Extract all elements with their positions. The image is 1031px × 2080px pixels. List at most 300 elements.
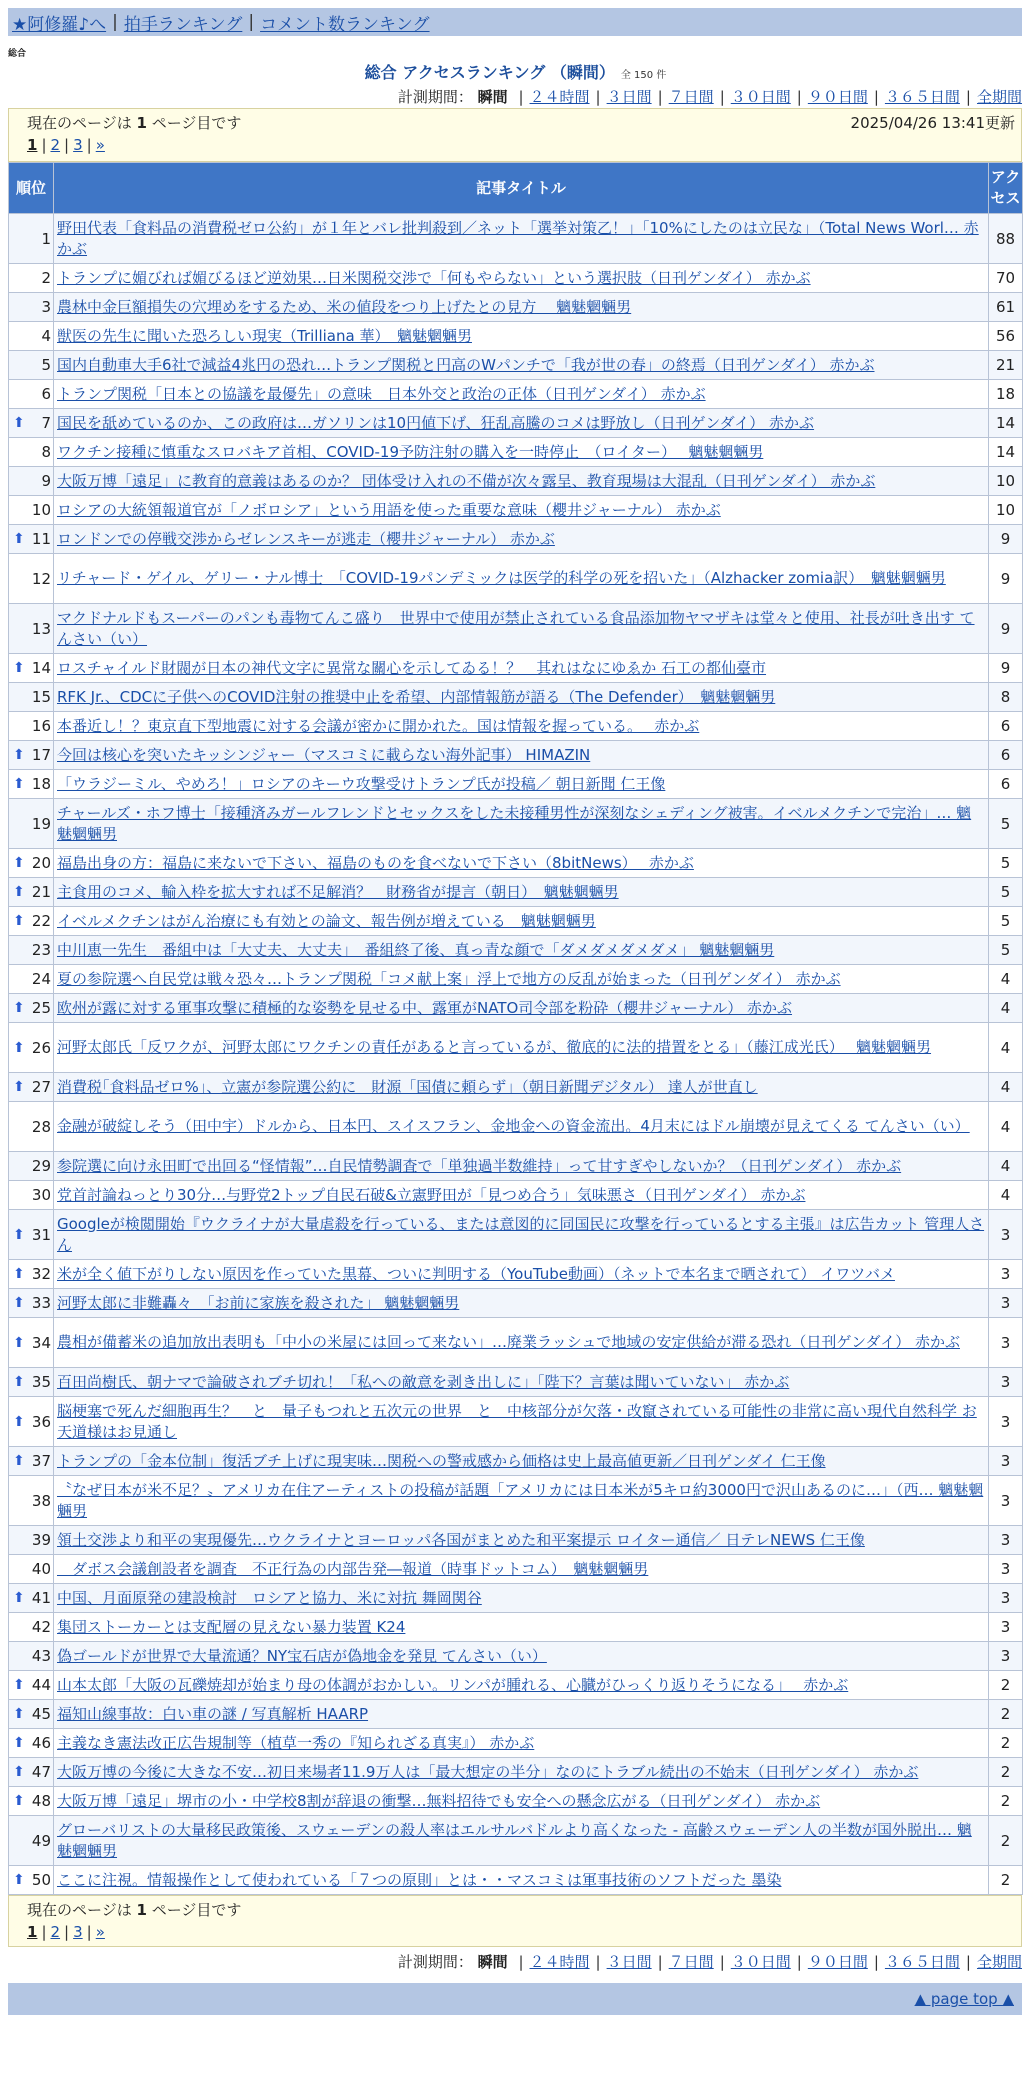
- article-title-link[interactable]: 欧州が露に対する軍事攻撃に積極的な姿勢を見せる中、露軍がNATO司令部を粉砕（櫻井ジャーナル） 赤かぶ: [57, 998, 793, 1017]
- title-cell: [54, 525, 989, 554]
- table-row: [9, 799, 1023, 849]
- access-count: 3: [989, 1476, 1023, 1526]
- pager-page-link[interactable]: 2: [50, 136, 61, 154]
- article-title-link[interactable]: 米が全く値下がりしない原因を作っていた黒幕、ついに判明する（YouTube動画）（ネットで本名まで晒されて） イワツバメ: [57, 1264, 895, 1283]
- rank-cell: [9, 1584, 54, 1613]
- rank-number: 16: [31, 717, 51, 735]
- table-row: [9, 1023, 1023, 1073]
- access-count: 2: [989, 1866, 1023, 1895]
- table-row: [9, 1642, 1023, 1671]
- up-arrow-icon: ⬆: [13, 1793, 25, 1809]
- article-title-link[interactable]: 夏の参院選へ自民党は戦々恐々…トランプ関税「コメ献上案」浮上で地方の反乱が始まった（日刊ゲンダイ） 赤かぶ: [57, 969, 841, 988]
- title-cell: [54, 1181, 989, 1210]
- title-cell: [54, 1073, 989, 1102]
- article-title-link[interactable]: 福島出身の方：福島に来ないで下さい、福島のものを食べないで下さい（8bitNews） 赤かぶ: [57, 853, 694, 872]
- article-title-link[interactable]: 福知山線事故：白い車の謎 / 写真解析 HAARP: [57, 1704, 369, 1723]
- article-title-link[interactable]: 農林中金巨額損失の穴埋めをするため、米の値段をつり上げたとの見方 魑魅魍魎男: [57, 297, 632, 316]
- table-row: [9, 1102, 1023, 1152]
- rank-cell: [9, 1181, 54, 1210]
- up-arrow-icon: ⬆: [13, 531, 25, 547]
- access-count: 3: [989, 1260, 1023, 1289]
- table-row: [9, 1260, 1023, 1289]
- access-count: 21: [989, 351, 1023, 380]
- updated-timestamp: 2025/04/26 13:41更新: [850, 114, 1015, 132]
- up-arrow-icon: ⬆: [13, 1706, 25, 1722]
- access-count: 2: [989, 1758, 1023, 1787]
- access-count: 2: [989, 1729, 1023, 1758]
- rank-number: 10: [31, 501, 51, 519]
- rank-number: 13: [31, 619, 51, 638]
- access-count: 5: [989, 849, 1023, 878]
- rank-number: 2: [41, 269, 51, 287]
- article-title-link[interactable]: トランプに媚びれば媚びるほど逆効果…日米関税交渉で「何もやらない」という選択肢（日刊ゲンダイ） 赤かぶ: [57, 268, 811, 287]
- rank-number: 44: [31, 1676, 51, 1694]
- rank-number: 30: [31, 1186, 51, 1204]
- article-title-link[interactable]: 百田尚樹氏、朝ナマで論破されブチ切れ！「私への敵意を剥き出しに」「陛下？言葉は聞いていない」 赤かぶ: [57, 1372, 790, 1391]
- pager: [27, 1923, 105, 1941]
- ranking-table: [8, 162, 1023, 1895]
- rank-cell: [9, 1260, 54, 1289]
- table-row: [9, 1181, 1023, 1210]
- pager-page-link[interactable]: 3: [73, 136, 83, 154]
- current-page-text: [27, 112, 241, 133]
- footer-bar: [8, 1983, 1022, 2015]
- article-title-link[interactable]: チャールズ・ホフ博士「接種済みガールフレンドとセックスをした未接種男性が深刻なシェディング被害。イベルメクチンで完治」… 魑魅魍魎男: [57, 803, 972, 843]
- rank-number: 49: [31, 1831, 51, 1850]
- period-separator: |: [518, 88, 524, 106]
- rank-cell: [9, 1102, 54, 1152]
- title-cell: [54, 214, 989, 264]
- period-separator: |: [657, 88, 663, 106]
- article-title-link[interactable]: リチャード・ゲイル、ゲリー・ナル博士 「COVID-19パンデミックは医学的科学の死を招いた」（Alzhacker zomia訳） 魑魅魍魎男: [57, 569, 946, 587]
- page-top-link[interactable]: ▲ page top ▲: [914, 1990, 1014, 2008]
- title-cell: [54, 1700, 989, 1729]
- rank-number: 17: [31, 746, 51, 764]
- title-cell: [54, 1816, 989, 1866]
- table-row: [9, 264, 1023, 293]
- rank-cell: [9, 654, 54, 683]
- rank-cell: [9, 1210, 54, 1260]
- article-title-link[interactable]: 本番近し！？東京直下型地震に対する会議が密かに開かれた。国は情報を握っている。 赤かぶ: [57, 716, 700, 735]
- access-count: 3: [989, 1318, 1023, 1368]
- rank-number: 31: [31, 1225, 51, 1244]
- rank-cell: [9, 214, 54, 264]
- rank-number: 8: [41, 443, 51, 461]
- pager-page-link[interactable]: 2: [50, 1923, 61, 1941]
- table-row: [9, 1073, 1023, 1102]
- page-title: [0, 60, 1031, 83]
- table-row: [9, 1289, 1023, 1318]
- article-title-link[interactable]: Googleが検閲開始『ウクライナが大量虐殺を行っている、または意図的に同国民に攻撃を行っているとする主張』は広告カット 管理人さん: [57, 1214, 985, 1254]
- rank-number: 28: [31, 1117, 51, 1136]
- article-title-link[interactable]: 国民を舐めているのか、この政府は…ガソリンは10円値下げ、狂乱高騰のコメは野放し（日刊ゲンダイ） 赤かぶ: [57, 413, 815, 432]
- up-arrow-icon: ⬆: [13, 1872, 25, 1888]
- pager-next-link[interactable]: »: [95, 1923, 105, 1941]
- article-title-link[interactable]: 中国、月面原発の建設検討 ロシアと協力、米に対抗 舞岡関谷: [57, 1588, 482, 1607]
- rank-number: 18: [31, 775, 51, 793]
- page-info-box-bottom: [8, 1895, 1022, 1947]
- title-cell: [54, 849, 989, 878]
- period-selector-bottom: [398, 1951, 1022, 1972]
- article-title-link[interactable]: 党首討論ねっとり30分…与野党2トップ自民石破&立憲野田が「見つめ合う」気味悪さ（日刊ゲンダイ） 赤かぶ: [57, 1185, 806, 1204]
- access-count: 14: [989, 409, 1023, 438]
- pager-page-link[interactable]: 3: [73, 1923, 83, 1941]
- period-link[interactable]: 全期間: [976, 88, 1022, 106]
- current-page-text: [27, 1899, 241, 1920]
- total-count: 全 150 件: [620, 70, 667, 81]
- rank-cell: [9, 322, 54, 351]
- rank-cell: [9, 1758, 54, 1787]
- rank-cell: [9, 525, 54, 554]
- title-cell: [54, 264, 989, 293]
- access-count: 3: [989, 1210, 1023, 1260]
- period-link[interactable]: ２４時間: [529, 88, 590, 106]
- article-title-link[interactable]: ロスチャイルド財閥が日本の神代文字に異常な關心を示してゐる！？ 其れはなにゆゑか 石工の都仙臺市: [57, 658, 767, 677]
- pager: [27, 136, 105, 154]
- header-count: アクセス: [989, 163, 1023, 214]
- title-cell: [54, 1476, 989, 1526]
- article-title-link[interactable]: 主食用のコメ、輸入枠を拡大すれば不足解消？ 財務省が提言（朝日） 魑魅魍魎男: [57, 882, 619, 901]
- current-page-number: 1: [136, 1901, 147, 1919]
- pager-separator: |: [64, 1923, 70, 1941]
- rank-number: 24: [31, 970, 51, 988]
- article-title-link[interactable]: 参院選に向け永田町で出回る“怪情報”…自民情勢調査で「単独過半数維持」って甘すぎやしないか？（日刊ゲンダイ） 赤かぶ: [57, 1156, 902, 1175]
- table-row: [9, 1447, 1023, 1476]
- title-cell: [54, 770, 989, 799]
- period-separator: |: [873, 1953, 879, 1971]
- title-cell: [54, 380, 989, 409]
- period-separator: |: [595, 1953, 601, 1971]
- article-title-link[interactable]: ここに注視。情報操作として使われている「７つの原則」とは・・マスコミは軍事技術のソフトだった 墨染: [57, 1870, 782, 1889]
- access-count: 70: [989, 264, 1023, 293]
- article-title-link[interactable]: グローバリストの大量移民政策後、スウェーデンの殺人率はエルサルバドルより高くなった - 高齢スウェーデン人の半数が国外脱出… 魑魅魍魎男: [57, 1820, 972, 1860]
- pager-separator: |: [86, 136, 92, 154]
- up-arrow-icon: ⬆: [13, 1735, 25, 1751]
- rank-number: 11: [31, 530, 51, 548]
- article-title-link[interactable]: 獣医の先生に聞いた恐ろしい現実（Trilliana 華） 魑魅魍魎男: [57, 326, 472, 345]
- table-row: [9, 1671, 1023, 1700]
- rank-cell: [9, 264, 54, 293]
- rank-cell: [9, 994, 54, 1023]
- article-title-link[interactable]: ダボス会議創設者を調査 不正行為の内部告発―報道（時事ドットコム） 魑魅魍魎男: [57, 1559, 649, 1578]
- title-cell: [54, 467, 989, 496]
- title-cell: [54, 965, 989, 994]
- title-cell: [54, 1102, 989, 1152]
- table-row: [9, 1866, 1023, 1895]
- title-cell: [54, 554, 989, 604]
- access-count: 6: [989, 741, 1023, 770]
- up-arrow-icon: ⬆: [13, 1590, 25, 1606]
- period-link[interactable]: ３日間: [606, 88, 652, 106]
- up-arrow-icon: ⬆: [13, 1374, 25, 1390]
- access-count: 3: [989, 1368, 1023, 1397]
- period-link[interactable]: ７日間: [668, 1953, 714, 1971]
- rank-cell: [9, 1642, 54, 1671]
- rank-number: 4: [41, 327, 51, 345]
- pager-separator: |: [41, 136, 47, 154]
- table-row: [9, 1700, 1023, 1729]
- access-count: 3: [989, 1584, 1023, 1613]
- article-title-link[interactable]: 大阪万博の今後に大きな不安…初日来場者11.9万人は「最大想定の半分」なのにトラブル続出の不始末（日刊ゲンダイ） 赤かぶ: [57, 1762, 919, 1781]
- up-arrow-icon: ⬆: [13, 913, 25, 929]
- rank-cell: [9, 1700, 54, 1729]
- period-link[interactable]: ３６５日間: [884, 88, 960, 106]
- title-cell: [54, 1210, 989, 1260]
- title-cell: [54, 604, 989, 654]
- access-count: 10: [989, 496, 1023, 525]
- rank-cell: [9, 683, 54, 712]
- title-cell: [54, 1555, 989, 1584]
- rank-cell: [9, 409, 54, 438]
- article-title-link[interactable]: 偽ゴールドが世界で大量流通？NY宝石店が偽地金を発見 てんさい（い）: [57, 1646, 547, 1665]
- nav-separator: |: [112, 12, 118, 32]
- access-count: 4: [989, 1023, 1023, 1073]
- rank-cell: [9, 1023, 54, 1073]
- table-row: [9, 1318, 1023, 1368]
- current-page-prefix: 現在のページは: [27, 114, 137, 132]
- table-row: [9, 496, 1023, 525]
- table-row: [9, 1729, 1023, 1758]
- article-title-link[interactable]: 金融が破綻しそう（田中宇）ドルから、日本円、スイスフラン、金地金への資金流出。4月末にはドル崩壊が見えてくる てんさい（い）: [57, 1117, 970, 1135]
- article-title-link[interactable]: 山本太郎「大阪の瓦礫焼却が始まり母の体調がおかしい。リンパが腫れる、心臓がひっくり返りそうになる」 赤かぶ: [57, 1675, 849, 1694]
- pager-next-link[interactable]: »: [95, 136, 105, 154]
- table-row: [9, 1787, 1023, 1816]
- rank-number: 37: [31, 1452, 51, 1470]
- table-row: [9, 878, 1023, 907]
- rank-cell: [9, 1447, 54, 1476]
- rank-number: 7: [41, 414, 51, 432]
- current-page-suffix: ページ目です: [146, 1901, 242, 1919]
- rank-number: 3: [41, 298, 51, 316]
- title-cell: [54, 654, 989, 683]
- article-title-link[interactable]: 領土交渉より和平の実現優先…ウクライナとヨーロッパ各国がまとめた和平案提示 ロイター通信／ 日テレNEWS 仁王像: [57, 1530, 865, 1549]
- access-count: 88: [989, 214, 1023, 264]
- access-count: 61: [989, 293, 1023, 322]
- access-count: 18: [989, 380, 1023, 409]
- period-separator: |: [965, 88, 971, 106]
- header-title: 記事タイトル: [54, 163, 989, 214]
- article-title-link[interactable]: 〝なぜ日本が米不足？〟アメリカ在住アーティストの投稿が話題「アメリカには日本米が5キロ約3000円で沢山あるのに…」（西… 魑魅魍魎男: [57, 1480, 984, 1520]
- table-row: [9, 1584, 1023, 1613]
- title-cell: [54, 878, 989, 907]
- table-row: [9, 1152, 1023, 1181]
- period-link[interactable]: ３０日間: [730, 1953, 791, 1971]
- article-title-link[interactable]: ロシアの大統領報道官が「ノボロシア」という用語を使った重要な意味（櫻井ジャーナル） 赤かぶ: [57, 500, 721, 519]
- home-link[interactable]: ★阿修羅♪へ: [12, 14, 107, 35]
- rank-number: 6: [41, 385, 51, 403]
- current-page-prefix: 現在のページは: [27, 1901, 137, 1919]
- period-link[interactable]: ７日間: [668, 88, 714, 106]
- period-separator: |: [657, 1953, 663, 1971]
- rank-cell: [9, 1555, 54, 1584]
- rank-number: 46: [31, 1734, 51, 1752]
- period-link[interactable]: ９０日間: [807, 1953, 868, 1971]
- rank-cell: [9, 741, 54, 770]
- article-title-link[interactable]: 国内自動車大手6社で減益4兆円の恐れ…トランプ関税と円高のWパンチで「我が世の春」の終焉（日刊ゲンダイ） 赤かぶ: [57, 355, 875, 374]
- title-cell: [54, 322, 989, 351]
- article-title-link[interactable]: 集団ストーカーとは支配層の見えない暴力装置 K24: [57, 1617, 406, 1636]
- table-row: [9, 1758, 1023, 1787]
- access-count: 3: [989, 1289, 1023, 1318]
- article-title-link[interactable]: 農相が備蓄米の追加放出表明も「中小の米屋には回って来ない」…廃業ラッシュで地域の安定供給が滞る恐れ（日刊ゲンダイ） 赤かぶ: [57, 1333, 960, 1351]
- period-link[interactable]: 全期間: [976, 1953, 1022, 1971]
- rank-number: 14: [31, 659, 51, 677]
- period-link[interactable]: ９０日間: [807, 88, 868, 106]
- rank-number: 21: [31, 883, 51, 901]
- table-row: [9, 438, 1023, 467]
- period-links: [512, 88, 1022, 106]
- article-title-link[interactable]: 消費税｢食料品ゼロ%｣、立憲が参院選公約に 財源「国債に頼らず」（朝日新聞デジタル） 達人が世直し: [57, 1077, 758, 1096]
- page-info-box-top: [8, 108, 1022, 162]
- title-cell: [54, 293, 989, 322]
- rank-number: 42: [31, 1618, 51, 1636]
- access-count: 9: [989, 554, 1023, 604]
- article-title-link[interactable]: トランプの「金本位制」復活ブチ上げに現実味…関税への警戒感から価格は史上最高値更新／日刊ゲンダイ 仁王像: [57, 1451, 826, 1470]
- access-count: 3: [989, 1397, 1023, 1447]
- table-row: [9, 965, 1023, 994]
- rank-cell: [9, 1866, 54, 1895]
- table-row: [9, 907, 1023, 936]
- article-title-link[interactable]: ワクチン接種に慎重なスロバキア首相、COVID-19予防注射の購入を一時停止 （ロイター） 魑魅魍魎男: [57, 442, 764, 461]
- period-link[interactable]: ３０日間: [730, 88, 791, 106]
- table-row: [9, 683, 1023, 712]
- rank-number: 40: [31, 1560, 51, 1578]
- article-title-link[interactable]: 「ウラジーミル、やめろ！」ロシアのキーウ攻撃受けトランプ氏が投稿／ 朝日新聞 仁王像: [57, 774, 666, 793]
- table-row: [9, 322, 1023, 351]
- rank-cell: [9, 1613, 54, 1642]
- access-count: 5: [989, 799, 1023, 849]
- article-title-link[interactable]: 大阪万博「遠足」に教育的意義はあるのか？ 団体受け入れの不備が次々露呈、教育現場は大混乱（日刊ゲンダイ） 赤かぶ: [57, 471, 876, 490]
- table-row: [9, 467, 1023, 496]
- clap-ranking-link[interactable]: 拍手ランキング: [123, 14, 243, 35]
- rank-cell: [9, 1671, 54, 1700]
- title-cell: [54, 1526, 989, 1555]
- access-count: 10: [989, 467, 1023, 496]
- access-count: 9: [989, 654, 1023, 683]
- article-title-link[interactable]: RFK Jr.、CDCに子供へのCOVID注射の推奨中止を希望、内部情報筋が語る（The Defender） 魑魅魍魎男: [57, 687, 776, 706]
- rank-cell: [9, 496, 54, 525]
- rank-number: 39: [31, 1531, 51, 1549]
- header-rank: 順位: [9, 163, 54, 214]
- access-count: 4: [989, 1181, 1023, 1210]
- period-link[interactable]: ３日間: [606, 1953, 652, 1971]
- title-cell: [54, 1758, 989, 1787]
- article-title-link[interactable]: 河野太郎に非難轟々 「お前に家族を殺された」 魑魅魍魎男: [57, 1293, 460, 1312]
- rank-cell: [9, 554, 54, 604]
- table-row: [9, 409, 1023, 438]
- table-row: [9, 654, 1023, 683]
- title-cell: [54, 683, 989, 712]
- period-selector-top: [398, 86, 1022, 107]
- period-separator: |: [796, 88, 802, 106]
- period-link[interactable]: ３６５日間: [884, 1953, 960, 1971]
- up-arrow-icon: ⬆: [13, 415, 25, 431]
- rank-number: 38: [31, 1491, 51, 1510]
- article-title-link[interactable]: トランプ関税「日本との協議を最優先」の意味 日本外交と政治の正体（日刊ゲンダイ） 赤かぶ: [57, 384, 706, 403]
- rank-cell: [9, 604, 54, 654]
- rank-cell: [9, 1318, 54, 1368]
- up-arrow-icon: ⬆: [13, 1039, 25, 1056]
- access-count: 3: [989, 1526, 1023, 1555]
- rank-number: 43: [31, 1647, 51, 1665]
- article-title-link[interactable]: ロンドンでの停戦交渉からゼレンスキーが逃走（櫻井ジャーナル） 赤かぶ: [57, 529, 555, 548]
- access-count: 2: [989, 1787, 1023, 1816]
- title-cell: [54, 1289, 989, 1318]
- nav-separator: |: [248, 12, 255, 32]
- access-count: 4: [989, 1073, 1023, 1102]
- access-count: 56: [989, 322, 1023, 351]
- article-title-link[interactable]: イベルメクチンはがん治療にも有効との論文、報告例が増えている 魑魅魍魎男: [57, 911, 596, 930]
- table-row: [9, 380, 1023, 409]
- article-title-link[interactable]: 脳梗塞で死んだ細胞再生？ と 量子もつれと五次元の世界 と 中核部分が欠落・改竄されている可能性の非常に高い現代自然科学 お天道様はお見通し: [57, 1401, 977, 1441]
- table-row: [9, 770, 1023, 799]
- table-row: [9, 994, 1023, 1023]
- rank-number: 12: [31, 569, 51, 588]
- table-row: [9, 293, 1023, 322]
- period-current: 瞬間: [477, 1953, 508, 1971]
- section-label: 総合: [8, 49, 27, 59]
- table-row: [9, 525, 1023, 554]
- rank-number: 15: [31, 688, 51, 706]
- title-cell: [54, 994, 989, 1023]
- rank-cell: [9, 293, 54, 322]
- period-separator: |: [595, 88, 601, 106]
- article-title-link[interactable]: 主義なき憲法改正広告規制等（植草一秀の『知られざる真実』） 赤かぶ: [57, 1733, 535, 1752]
- period-link[interactable]: ２４時間: [529, 1953, 590, 1971]
- article-title-link[interactable]: 中川恵一先生 番組中は「大丈夫、大丈夫」 番組終了後、真っ青な顔で「ダメダメダメダメ」 魑魅魍魎男: [57, 940, 775, 959]
- up-arrow-icon: ⬆: [13, 1413, 25, 1430]
- rank-cell: [9, 1289, 54, 1318]
- title-cell: [54, 1584, 989, 1613]
- period-separator: |: [796, 1953, 802, 1971]
- article-title-link[interactable]: 河野太郎氏「反ワクが、河野太郎にワクチンの責任があると言っているが、徹底的に法的措置をとる」（藤江成光氏） 魑魅魍魎男: [57, 1038, 932, 1056]
- period-current: 瞬間: [477, 88, 508, 106]
- article-title-link[interactable]: 今回は核心を突いたキッシンジャー（マスコミに載らない海外記事） HIMAZIN: [57, 745, 591, 764]
- rank-cell: [9, 849, 54, 878]
- rank-number: 48: [31, 1792, 51, 1810]
- rank-number: 5: [41, 356, 51, 374]
- title-cell: [54, 351, 989, 380]
- title-cell: [54, 1152, 989, 1181]
- title-cell: [54, 496, 989, 525]
- title-cell: [54, 1729, 989, 1758]
- rank-cell: [9, 799, 54, 849]
- article-title-link[interactable]: 野田代表「食料品の消費税ゼロ公約」が１年とバレ批判殺到／ネット「選挙対策乙！」「10%にしたのは立民な」（Total News Worl… 赤かぶ: [57, 218, 979, 258]
- rank-cell: [9, 1073, 54, 1102]
- comment-ranking-link[interactable]: コメント数ランキング: [260, 14, 430, 35]
- title-cell: [54, 907, 989, 936]
- title-cell: [54, 1671, 989, 1700]
- rank-number: 9: [41, 472, 51, 490]
- rank-cell: [9, 770, 54, 799]
- article-title-link[interactable]: 大阪万博「遠足」堺市の小・中学校8割が辞退の衝撃…無料招待でも安全への懸念広がる（日刊ゲンダイ） 赤かぶ: [57, 1791, 821, 1810]
- title-cell: [54, 799, 989, 849]
- access-count: 6: [989, 712, 1023, 741]
- up-arrow-icon: ⬆: [13, 747, 25, 763]
- rank-number: 41: [31, 1589, 51, 1607]
- up-arrow-icon: ⬆: [13, 1677, 25, 1693]
- rank-number: 33: [31, 1294, 51, 1312]
- up-arrow-icon: ⬆: [13, 855, 25, 871]
- rank-cell: [9, 1152, 54, 1181]
- table-row: [9, 741, 1023, 770]
- table-row: [9, 1368, 1023, 1397]
- title-cell: [54, 1787, 989, 1816]
- article-title-link[interactable]: マクドナルドもスーパーのパンも毒物てんこ盛り 世界中で使用が禁止されている食品添加物ヤマザキは堂々と使用、社長が吐き出す てんさい（い）: [57, 608, 975, 648]
- rank-cell: [9, 380, 54, 409]
- access-count: 5: [989, 878, 1023, 907]
- rank-cell: [9, 351, 54, 380]
